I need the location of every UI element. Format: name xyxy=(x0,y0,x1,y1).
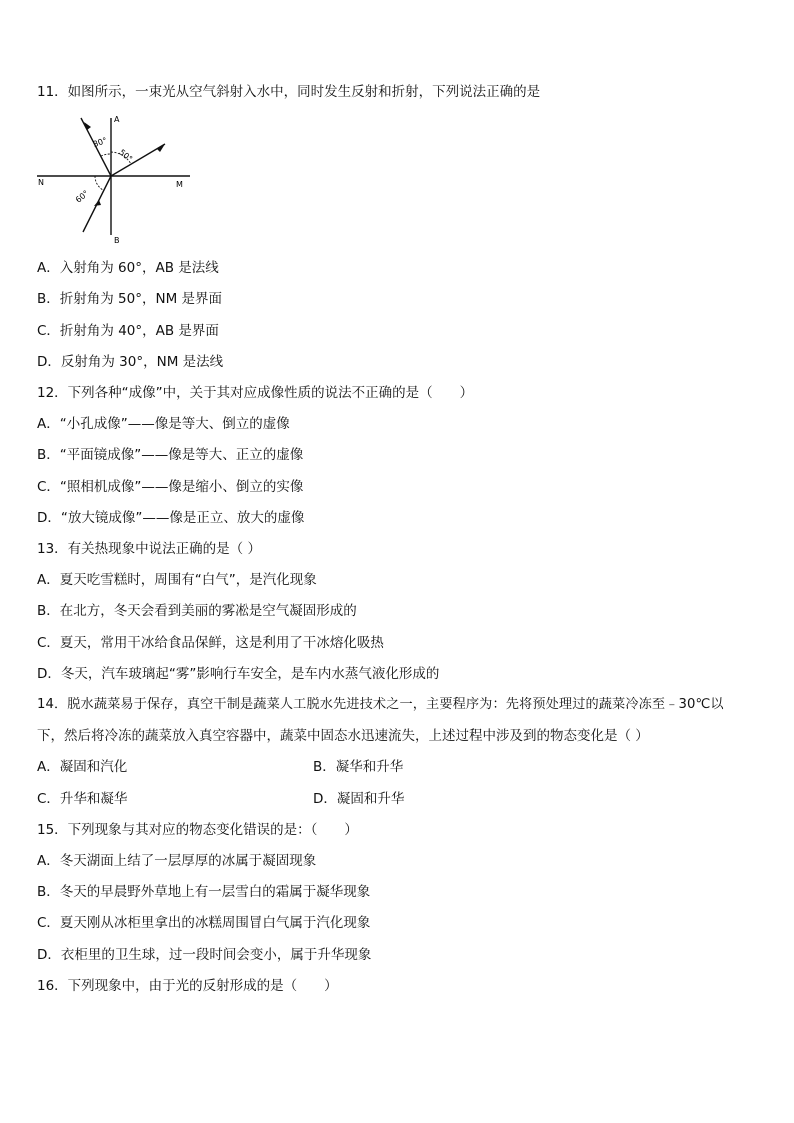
refracted-ray xyxy=(111,144,165,176)
q14-option-d: D．凝固和升华 xyxy=(313,791,405,807)
refraction-diagram-svg xyxy=(35,110,195,250)
q14-stem-line2: 下，然后将冷冻的蔬菜放入真空容器中，蔬菜中固态水迅速流失，上述过程中涉及到的物态变化是（ ） xyxy=(37,728,649,744)
label-m: M xyxy=(176,180,183,189)
q13-option-b: B．在北方，冬天会看到美丽的雾凇是空气凝固形成的 xyxy=(37,603,357,619)
q13-option-a: A．夏天吃雪糕时，周围有“白气”，是汽化现象 xyxy=(37,572,317,588)
label-a: A xyxy=(114,115,120,124)
q14-stem-line1: 14．脱水蔬菜易于保存，真空干制是蔬菜人工脱水先进技术之一，主要程序为：先将预处理过的蔬菜冷冻至﹣30℃以 xyxy=(37,697,724,712)
q15-stem: 15．下列现象与其对应的物态变化错误的是：（ ） xyxy=(37,822,358,838)
label-b: B xyxy=(114,236,120,245)
q13-option-c: C．夏天，常用干冰给食品保鲜，这是利用了干冰熔化吸热 xyxy=(37,635,384,651)
angle-label-30: 30° xyxy=(91,135,109,150)
angle-arc-30 xyxy=(101,154,111,156)
q11-option-d: D．反射角为 30°，NM 是法线 xyxy=(37,354,224,370)
angle-label-60: 60° xyxy=(73,188,91,205)
angle-arc-60 xyxy=(95,176,103,190)
q11-stem: 11．如图所示，一束光从空气斜射入水中，同时发生反射和折射，下列说法正确的是 xyxy=(37,84,541,100)
q12-option-a: A．“小孔成像”——像是等大、倒立的虚像 xyxy=(37,416,290,432)
q12-stem: 12．下列各种“成像”中，关于其对应成像性质的说法不正确的是（ ） xyxy=(37,385,474,401)
q11-refraction-diagram xyxy=(35,110,195,250)
q16-stem: 16．下列现象中，由于光的反射形成的是（ ） xyxy=(37,978,338,994)
q15-option-a: A．冬天湖面上结了一层厚厚的冰属于凝固现象 xyxy=(37,853,317,869)
q15-option-b: B．冬天的早晨野外草地上有一层雪白的霜属于凝华现象 xyxy=(37,884,371,900)
q12-option-b: B．“平面镜成像”——像是等大、正立的虚像 xyxy=(37,447,304,463)
q15-option-c: C．夏天刚从冰柜里拿出的冰糕周围冒白气属于汽化现象 xyxy=(37,915,371,931)
q12-option-c: C．“照相机成像”——像是缩小、倒立的实像 xyxy=(37,479,304,495)
q13-option-d: D．冬天，汽车玻璃起“雾”影响行车安全，是车内水蒸气液化形成的 xyxy=(37,666,440,682)
q14-option-a: A．凝固和汽化 xyxy=(37,759,128,775)
q12-option-d: D．“放大镜成像”——像是正立、放大的虚像 xyxy=(37,510,305,526)
q11-option-a: A．入射角为 60°，AB 是法线 xyxy=(37,260,219,276)
q13-stem: 13．有关热现象中说法正确的是（ ） xyxy=(37,541,261,557)
incident-ray-arrow-icon xyxy=(94,200,101,206)
label-n: N xyxy=(38,178,44,187)
q11-option-c: C．折射角为 40°，AB 是界面 xyxy=(37,323,219,339)
q14-option-b: B．凝华和升华 xyxy=(313,759,404,775)
q11-option-b: B．折射角为 50°，NM 是界面 xyxy=(37,291,223,307)
q15-option-d: D．衣柜里的卫生球，过一段时间会变小，属于升华现象 xyxy=(37,947,372,963)
angle-label-50: 50° xyxy=(117,147,135,164)
q14-option-c: C．升华和凝华 xyxy=(37,791,128,807)
